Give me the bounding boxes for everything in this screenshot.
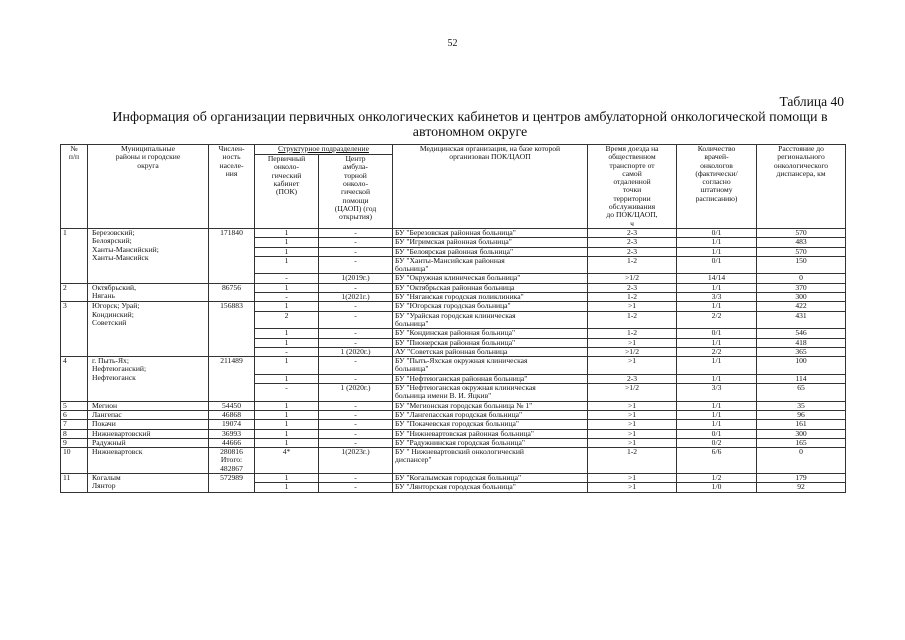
- municipality-cell: Мегион: [88, 401, 209, 410]
- caop-cell: 1 (2020г.): [319, 347, 393, 356]
- row-number: 9: [61, 438, 88, 447]
- caop-cell: -: [319, 256, 393, 274]
- distance-cell: 65: [757, 384, 846, 402]
- table-title: Информация об организации первичных онкологических кабинетов и центров амбулаторной онкологической помощи в автономном округе: [112, 110, 828, 140]
- row-number: 2: [61, 283, 88, 302]
- caop-cell: -: [319, 357, 393, 375]
- municipality-cell: Покачи: [88, 420, 209, 429]
- header-caop: Центр амбула- торной онколо- гической помощи (ЦАОП) (год открытия): [319, 155, 393, 229]
- caop-cell: -: [319, 438, 393, 447]
- organization-cell: БУ "Игримская районная больница": [393, 238, 588, 247]
- header-doctors: Количество врачей- онкологов (фактически/ согласно штатному расписанию): [677, 145, 757, 229]
- pok-cell: 1: [255, 238, 319, 247]
- caop-cell: -: [319, 247, 393, 256]
- organization-cell: БУ "Мегионская городская больница № 1": [393, 401, 588, 410]
- oncology-table: [60, 144, 846, 493]
- table-body: [61, 228, 846, 492]
- header-travel-time: Время доезда на общественном транспорте от самой отдаленной точки территории обслуживания до ПОК/ЦАОП, ч: [588, 145, 677, 229]
- pok-cell: -: [255, 347, 319, 356]
- travel-time-cell: >1: [588, 302, 677, 311]
- municipality-cell: Радужный: [88, 438, 209, 447]
- row-number: 11: [61, 473, 88, 492]
- caop-cell: -: [319, 238, 393, 247]
- table-header: [61, 145, 846, 229]
- doctors-cell: 1/1: [677, 302, 757, 311]
- distance-cell: 483: [757, 238, 846, 247]
- distance-cell: 365: [757, 347, 846, 356]
- organization-cell: БУ "Югорская городская больница": [393, 302, 588, 311]
- row-number: 6: [61, 410, 88, 419]
- doctors-cell: 0/1: [677, 329, 757, 338]
- doctors-cell: 1/1: [677, 410, 757, 419]
- caop-cell: -: [319, 483, 393, 492]
- pok-cell: 1: [255, 302, 319, 311]
- organization-cell: БУ "Лангепасская городская больница": [393, 410, 588, 419]
- header-num: № п/п: [61, 145, 88, 229]
- caop-cell: -: [319, 283, 393, 292]
- doctors-cell: 1/1: [677, 374, 757, 383]
- table-row: [61, 302, 846, 311]
- doctors-cell: 2/2: [677, 347, 757, 356]
- header-organization: Медицинская организация, на базе которой организован ПОК/ЦАОП: [393, 145, 588, 229]
- travel-time-cell: >1/2: [588, 384, 677, 402]
- doctors-cell: 6/6: [677, 448, 757, 474]
- pok-cell: 1: [255, 357, 319, 375]
- pok-cell: 1: [255, 429, 319, 438]
- doctors-cell: 1/1: [677, 401, 757, 410]
- organization-cell: БУ "Ханты-Мансийская районная больница": [393, 256, 588, 274]
- caop-cell: -: [319, 401, 393, 410]
- caop-cell: -: [319, 374, 393, 383]
- caop-cell: -: [319, 429, 393, 438]
- doctors-cell: 1/1: [677, 247, 757, 256]
- pok-cell: 1: [255, 338, 319, 347]
- organization-cell: БУ "Покачевская городская больница": [393, 420, 588, 429]
- distance-cell: 92: [757, 483, 846, 492]
- doctors-cell: 0/1: [677, 228, 757, 237]
- header-population: Числен- ность населе- ния: [209, 145, 255, 229]
- row-number: 4: [61, 357, 88, 401]
- distance-cell: 96: [757, 410, 846, 419]
- organization-cell: БУ "Березовская районная больница": [393, 228, 588, 237]
- travel-time-cell: 2-3: [588, 247, 677, 256]
- organization-cell: БУ "Нижневартовская районная больница": [393, 429, 588, 438]
- caop-cell: -: [319, 302, 393, 311]
- doctors-cell: 1/2: [677, 473, 757, 482]
- population-cell: 280816 Итого: 482867: [209, 448, 255, 474]
- caop-cell: 1(2023г.): [319, 448, 393, 474]
- organization-cell: БУ "Лянторская городская больница": [393, 483, 588, 492]
- doctors-cell: 14/14: [677, 274, 757, 283]
- caop-cell: -: [319, 329, 393, 338]
- header-municipality: Муниципальные районы и городские округа: [88, 145, 209, 229]
- caop-cell: -: [319, 410, 393, 419]
- municipality-cell: Октябрьский, Нягань: [88, 283, 209, 302]
- pok-cell: -: [255, 384, 319, 402]
- organization-cell: БУ "Октябрьская районная больница: [393, 283, 588, 292]
- pok-cell: 4*: [255, 448, 319, 474]
- doctors-cell: 3/3: [677, 384, 757, 402]
- row-number: 8: [61, 429, 88, 438]
- organization-cell: АУ "Советская районная больница: [393, 347, 588, 356]
- header-pok: Первичный онколо- гический кабинет (ПОК): [255, 155, 319, 229]
- table-row: [61, 420, 846, 429]
- row-number: 7: [61, 420, 88, 429]
- travel-time-cell: >1: [588, 429, 677, 438]
- travel-time-cell: 1-2: [588, 311, 677, 329]
- doctors-cell: 0/1: [677, 256, 757, 274]
- pok-cell: -: [255, 293, 319, 302]
- row-number: 3: [61, 302, 88, 357]
- pok-cell: -: [255, 274, 319, 283]
- municipality-cell: Лангепас: [88, 410, 209, 419]
- travel-time-cell: >1: [588, 473, 677, 482]
- municipality-cell: Нижневартовский: [88, 429, 209, 438]
- distance-cell: 179: [757, 473, 846, 482]
- travel-time-cell: >1/2: [588, 347, 677, 356]
- header-distance: Расстояние до регионального онкологического диспансера, км: [757, 145, 846, 229]
- doctors-cell: 1/1: [677, 420, 757, 429]
- municipality-cell: Нижневартовск: [88, 448, 209, 474]
- pok-cell: 1: [255, 256, 319, 274]
- organization-cell: БУ "Няганская городская поликлиника": [393, 293, 588, 302]
- organization-cell: БУ "Когалымская городская больница": [393, 473, 588, 482]
- row-number: 1: [61, 228, 88, 283]
- distance-cell: 0: [757, 274, 846, 283]
- table-row: [61, 357, 846, 375]
- organization-cell: БУ " Нижневартовский онкологический диспансер": [393, 448, 588, 474]
- population-cell: 46868: [209, 410, 255, 419]
- travel-time-cell: >1: [588, 483, 677, 492]
- distance-cell: 300: [757, 293, 846, 302]
- organization-cell: БУ "Пионерская районная больница": [393, 338, 588, 347]
- doctors-cell: 1/1: [677, 357, 757, 375]
- population-cell: 572989: [209, 473, 255, 492]
- travel-time-cell: 1-2: [588, 448, 677, 474]
- distance-cell: 300: [757, 429, 846, 438]
- organization-cell: БУ "Радужнинская городская больница": [393, 438, 588, 447]
- pok-cell: 1: [255, 438, 319, 447]
- distance-cell: 100: [757, 357, 846, 375]
- travel-time-cell: >1: [588, 420, 677, 429]
- travel-time-cell: 2-3: [588, 374, 677, 383]
- travel-time-cell: >1/2: [588, 274, 677, 283]
- distance-cell: 431: [757, 311, 846, 329]
- pok-cell: 1: [255, 329, 319, 338]
- organization-cell: БУ "Нефтеюганская районная больница": [393, 374, 588, 383]
- travel-time-cell: >1: [588, 438, 677, 447]
- population-cell: 211489: [209, 357, 255, 401]
- doctors-cell: 3/3: [677, 293, 757, 302]
- municipality-cell: Березовский; Белоярский; Ханты-Мансийский; Ханты-Мансийск: [88, 228, 209, 283]
- distance-cell: 165: [757, 438, 846, 447]
- pok-cell: 1: [255, 374, 319, 383]
- doctors-cell: 1/0: [677, 483, 757, 492]
- table-row: [61, 401, 846, 410]
- caop-cell: -: [319, 420, 393, 429]
- distance-cell: 422: [757, 302, 846, 311]
- doctors-cell: 1/1: [677, 238, 757, 247]
- doctors-cell: 1/1: [677, 338, 757, 347]
- organization-cell: БУ "Пыть-Яхская окружная клиническая больница": [393, 357, 588, 375]
- row-number: 10: [61, 448, 88, 474]
- pok-cell: 1: [255, 420, 319, 429]
- pok-cell: 2: [255, 311, 319, 329]
- page-number: 52: [447, 38, 458, 49]
- doctors-cell: 2/2: [677, 311, 757, 329]
- municipality-cell: Югорск; Урай; Кондинский; Советский: [88, 302, 209, 357]
- population-cell: 54450: [209, 401, 255, 410]
- organization-cell: БУ "Кондинская районная больница": [393, 329, 588, 338]
- organization-cell: БУ "Нефтеюганская окружная клиническая больница имени В. И. Яцкив": [393, 384, 588, 402]
- population-cell: 86756: [209, 283, 255, 302]
- population-cell: 156883: [209, 302, 255, 357]
- travel-time-cell: 2-3: [588, 283, 677, 292]
- travel-time-cell: 2-3: [588, 238, 677, 247]
- population-cell: 19074: [209, 420, 255, 429]
- travel-time-cell: 1-2: [588, 293, 677, 302]
- distance-cell: 370: [757, 283, 846, 292]
- organization-cell: БУ "Урайская городская клиническая больница": [393, 311, 588, 329]
- doctors-cell: 0/2: [677, 438, 757, 447]
- distance-cell: 114: [757, 374, 846, 383]
- distance-cell: 150: [757, 256, 846, 274]
- population-cell: 171840: [209, 228, 255, 283]
- caop-cell: 1 (2020г.): [319, 384, 393, 402]
- table-number: Таблица 40: [779, 94, 844, 109]
- distance-cell: 35: [757, 401, 846, 410]
- travel-time-cell: 1-2: [588, 329, 677, 338]
- distance-cell: 161: [757, 420, 846, 429]
- pok-cell: 1: [255, 283, 319, 292]
- caop-cell: -: [319, 228, 393, 237]
- pok-cell: 1: [255, 247, 319, 256]
- organization-cell: БУ "Белоярская районная больница": [393, 247, 588, 256]
- caop-cell: -: [319, 338, 393, 347]
- caop-cell: -: [319, 473, 393, 482]
- distance-cell: 570: [757, 228, 846, 237]
- population-cell: 44666: [209, 438, 255, 447]
- municipality-cell: Когалым Лянтор: [88, 473, 209, 492]
- travel-time-cell: >1: [588, 338, 677, 347]
- pok-cell: 1: [255, 228, 319, 237]
- organization-cell: БУ "Окружная клиническая больница": [393, 274, 588, 283]
- distance-cell: 570: [757, 247, 846, 256]
- distance-cell: 418: [757, 338, 846, 347]
- travel-time-cell: 2-3: [588, 228, 677, 237]
- caop-cell: -: [319, 311, 393, 329]
- caop-cell: 1(2019г.): [319, 274, 393, 283]
- distance-cell: 546: [757, 329, 846, 338]
- travel-time-cell: 1-2: [588, 256, 677, 274]
- doctors-cell: 0/1: [677, 429, 757, 438]
- travel-time-cell: >1: [588, 410, 677, 419]
- travel-time-cell: >1: [588, 357, 677, 375]
- header-structural-unit: Структурное подразделение: [255, 145, 393, 155]
- population-cell: 36993: [209, 429, 255, 438]
- distance-cell: 0: [757, 448, 846, 474]
- doctors-cell: 1/1: [677, 283, 757, 292]
- table-row: [61, 429, 846, 438]
- caop-cell: 1(2021г.): [319, 293, 393, 302]
- table-row: [61, 448, 846, 474]
- row-number: 5: [61, 401, 88, 410]
- travel-time-cell: >1: [588, 401, 677, 410]
- municipality-cell: г. Пыть-Ях; Нефтеюганский; Нефтеюганск: [88, 357, 209, 401]
- pok-cell: 1: [255, 401, 319, 410]
- pok-cell: 1: [255, 483, 319, 492]
- pok-cell: 1: [255, 410, 319, 419]
- pok-cell: 1: [255, 473, 319, 482]
